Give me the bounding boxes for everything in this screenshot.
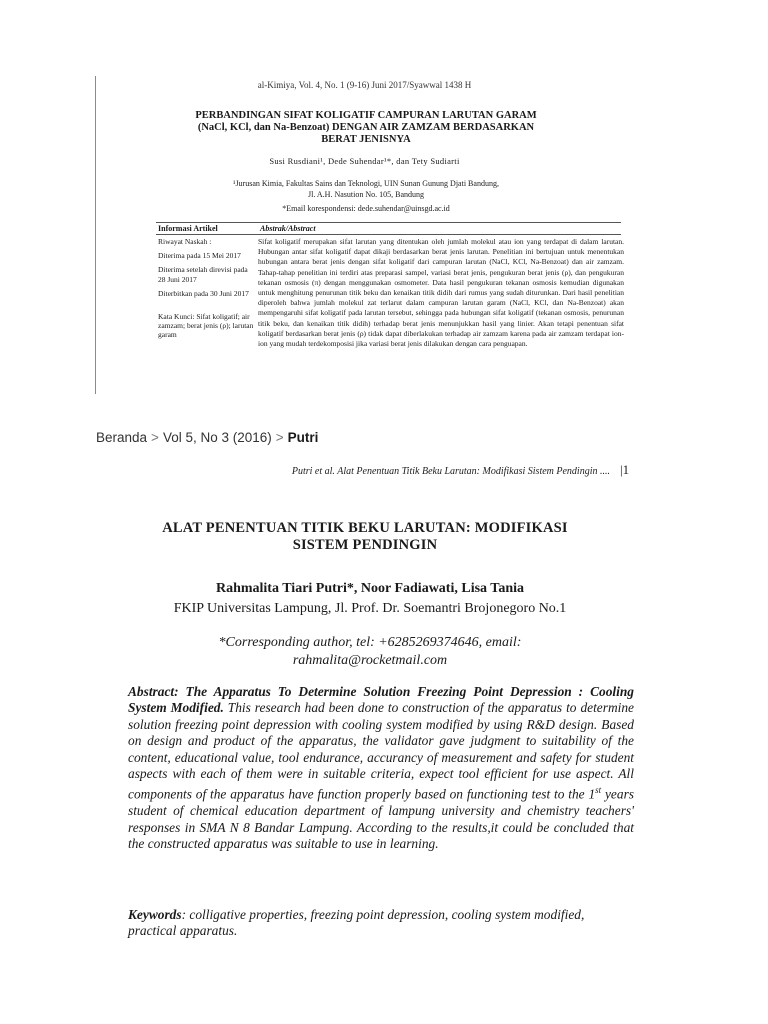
author-list: Susi Rusdiani¹, Dede Suhendar¹*, dan Tety Sudiarti xyxy=(269,156,460,166)
correspondence-email: *Email korespondensi: dede.suhendar@uinsgd.ac.id xyxy=(282,204,450,213)
keywords: Kata Kunci: Sifat koligatif; air zamzam; berat jenis (ρ); larutan garam xyxy=(158,312,254,340)
breadcrumb-current: Putri xyxy=(287,430,319,445)
page-number: |1 xyxy=(620,462,630,477)
title-line: (NaCl, KCl, dan Na-Benzoat) DENGAN AIR ZAMZAM BERDASARKAN xyxy=(197,122,535,133)
title-line: PERBANDINGAN SIFAT KOLIGATIF CAMPURAN LARUTAN GARAM xyxy=(195,110,537,121)
corresponding-line: *Corresponding author, tel: +6285269374646, email: xyxy=(218,635,522,650)
history-revised: Diterima setelah direvisi pada 28 Juni 2017 xyxy=(158,265,248,284)
corresponding-email: rahmalita@rocketmail.com xyxy=(292,653,448,668)
abstract-text: Sifat koligatif merupakan sifat larutan yang ditentukan oleh jumlah molekul atau ion yang terdapat di dalam larutan. Hubungan antar sifat koligatif dapat dikaji berdasarkan berat jenis larutan. Penelitian ini bertujuan untuk menentukan hubungan antara berat jenis dengan sifat koligatif dari campuran larutan (NaCl, KCl, Na-Benzoat) dan air zamzam. Tahap-tahap penelitian ini terdiri atas preparasi sampel, variasi berat jenis, pengukuran berat jenis (ρ), dan pengukuran tekanan osmosis (π) dengan menggunakan osmometer. Data hasil pengukuran tekanan osmosis kemudian digunakan untuk menghitung penurunan titik beku dan kenaikan titik didih dari rumus yang sudah diturunkan. Dari hasil penelitian diperoleh bahwa jumlah molekul zat terlarut dalam campuran larutan garam (NaCl, KCl, dan Na-Benzoat) akan mempengaruhi sifat koligatif pada larutan tersebut, sehingga pada hubungan sifat koligatif (tekanan osmosis, penurunan titik beku, dan kenaikan titik didih) terhadap berat jenis menunjukkan hasil yang linier. Akan tetapi penentuan sifat koligatif berdasarkan berat jenis (ρ) tidak dapat diberlakukan terhadap air zamzam karena pada air zamzam terdapat ion-ion yang mudah terdekomposisi jika variasi berat jenis dilakukan dengan cara penguapan. xyxy=(258,237,624,349)
keywords-label: Keywords xyxy=(128,907,182,922)
article-info-column xyxy=(158,237,256,345)
breadcrumb-issue-link[interactable]: Vol 5, No 3 (2016) xyxy=(162,430,272,445)
breadcrumb-home-link[interactable]: Beranda xyxy=(96,430,148,445)
abstract-body: This research had been done to construction of the apparatus to determine solution freezing point depression with cooling system modified by using R&D design. Based on design and product of the apparatus, the validator gave judgment to suitability of the content, educational value, tool endurance, accurancy of measurement and safety for student aspects with each of them were in suitable criteria, expect tool efficient for use aspect. All components of the apparatus have function properly based on functioning test to the 1 xyxy=(128,700,634,802)
breadcrumb-separator: > xyxy=(151,430,159,445)
author-list: Rahmalita Tiari Putri*, Noor Fadiawati, Lisa Tania xyxy=(215,581,525,596)
ordinal-superscript: st xyxy=(595,785,602,796)
keywords-paragraph xyxy=(128,907,634,940)
article-info-heading: Informasi Artikel xyxy=(158,224,218,233)
article-preview-page xyxy=(95,76,633,394)
abstract-heading-text: Abstrak/Abstract xyxy=(260,224,316,233)
article-title xyxy=(136,110,596,146)
title-line: BERAT JENISNYA xyxy=(321,134,411,145)
breadcrumb-separator: > xyxy=(275,430,284,445)
history-label: Riwayat Naskah : xyxy=(158,237,212,246)
journal-line: al-Kimiya, Vol. 4, No. 1 (9-16) Juni 2017/Syawwal 1438 H xyxy=(257,80,472,90)
affiliation: FKIP Universitas Lampung, Jl. Prof. Dr. Soemantri Brojonegoro No.1 xyxy=(173,601,567,616)
article-title xyxy=(120,520,610,554)
history-published: Diterbitkan pada 30 Juni 2017 xyxy=(158,288,249,298)
affiliation xyxy=(136,178,596,200)
affiliation-line: Jl. A.H. Nasution No. 105, Bandung xyxy=(308,190,424,199)
abstract-heading xyxy=(260,224,316,233)
keywords-text: : colligative properties, freezing point depression, cooling system modified, practical apparatus. xyxy=(128,907,585,939)
abstract-label: Abstract: The Apparatus To Determine Solution Freezing Point Depression : Cooling System Modified. xyxy=(128,684,634,716)
abstract-body-continued: years student of chemical education department of lampung university and chemistry teachers' responses in SMA N 8 Bandar Lampung. According to the results,it could be concluded that the constructed apparatus was suitable to use in learning. xyxy=(128,786,634,852)
abstract-paragraph xyxy=(128,684,634,853)
divider xyxy=(156,234,621,235)
running-header: Putri et al. Alat Penentuan Titik Beku Larutan: Modifikasi Sistem Pendingin .... xyxy=(291,466,610,477)
breadcrumb xyxy=(96,430,318,445)
title-line: ALAT PENENTUAN TITIK BEKU LARUTAN: MODIFIKASI xyxy=(162,520,568,536)
history-received: Diterima pada 15 Mei 2017 xyxy=(158,251,241,261)
corresponding-author xyxy=(100,634,640,670)
divider xyxy=(156,222,621,223)
title-line: SISTEM PENDINGIN xyxy=(292,537,438,553)
affiliation-line: ¹Jurusan Kimia, Fakultas Sains dan Teknologi, UIN Sunan Gunung Djati Bandung, xyxy=(233,179,499,188)
